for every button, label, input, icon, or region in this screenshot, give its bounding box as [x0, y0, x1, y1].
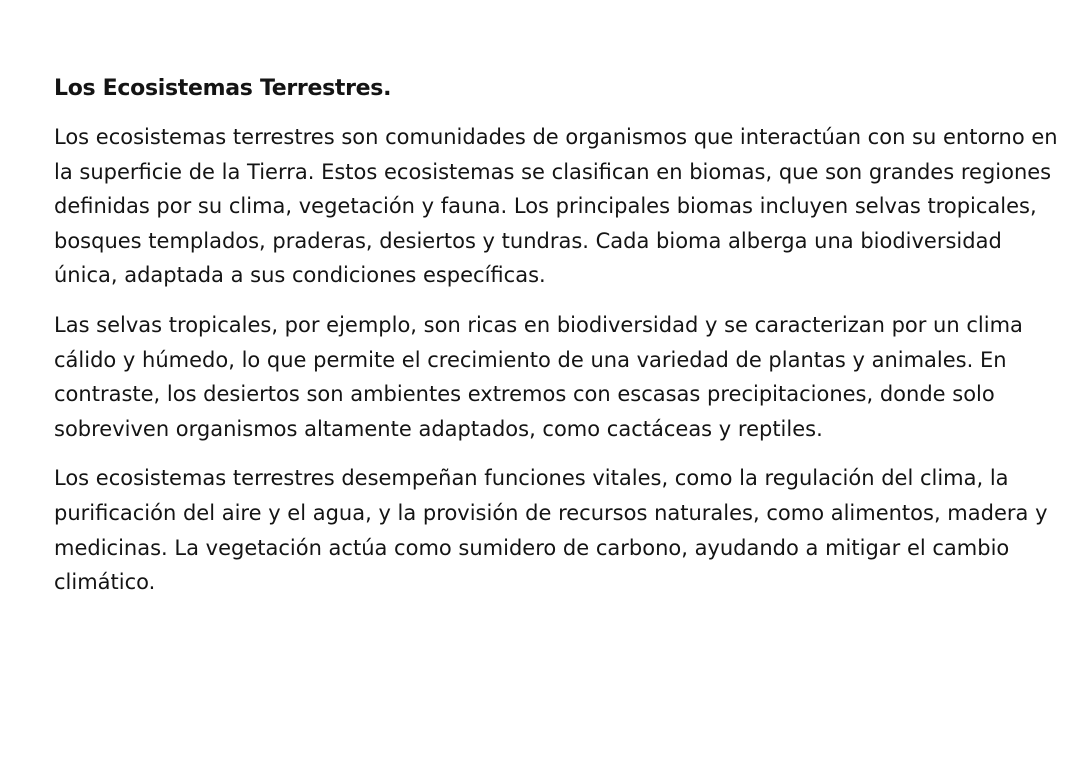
document-title: Los Ecosistemas Terrestres. — [54, 76, 392, 101]
paragraph-ecosystems-intro: Los ecosistemas terrestres son comunidades de organismos que interactúan con su entorno en la superficie de la Tierra. Estos ecosistemas se clasifican en biomas, que son grandes regiones definidas por su clima, vegetación y fauna. Los principales biomas incluyen selvas tropicales, bosques templados, praderas, desiertos y tundras. Cada bioma alberga una biodiversidad única, adaptada a sus condiciones específicas. — [54, 125, 1058, 288]
paragraph-tropical-forests-deserts: Las selvas tropicales, por ejemplo, son ricas en biodiversidad y se caracterizan por un clima cálido y húmedo, lo que permite el crecimiento de una variedad de plantas y animales. En contraste, los desiertos son ambientes extremos con escasas precipitaciones, donde solo sobreviven organismos altamente adaptados, como cactáceas y reptiles. — [54, 312, 1023, 441]
paragraph-ecosystem-functions: Los ecosistemas terrestres desempeñan funciones vitales, como la regulación del clima, la purificación del aire y el agua, y la provisión de recursos naturales, como alimentos, madera y medicinas. La vegetación actúa como sumidero de carbono, ayudando a mitigar el cambio climático. — [54, 466, 1048, 595]
